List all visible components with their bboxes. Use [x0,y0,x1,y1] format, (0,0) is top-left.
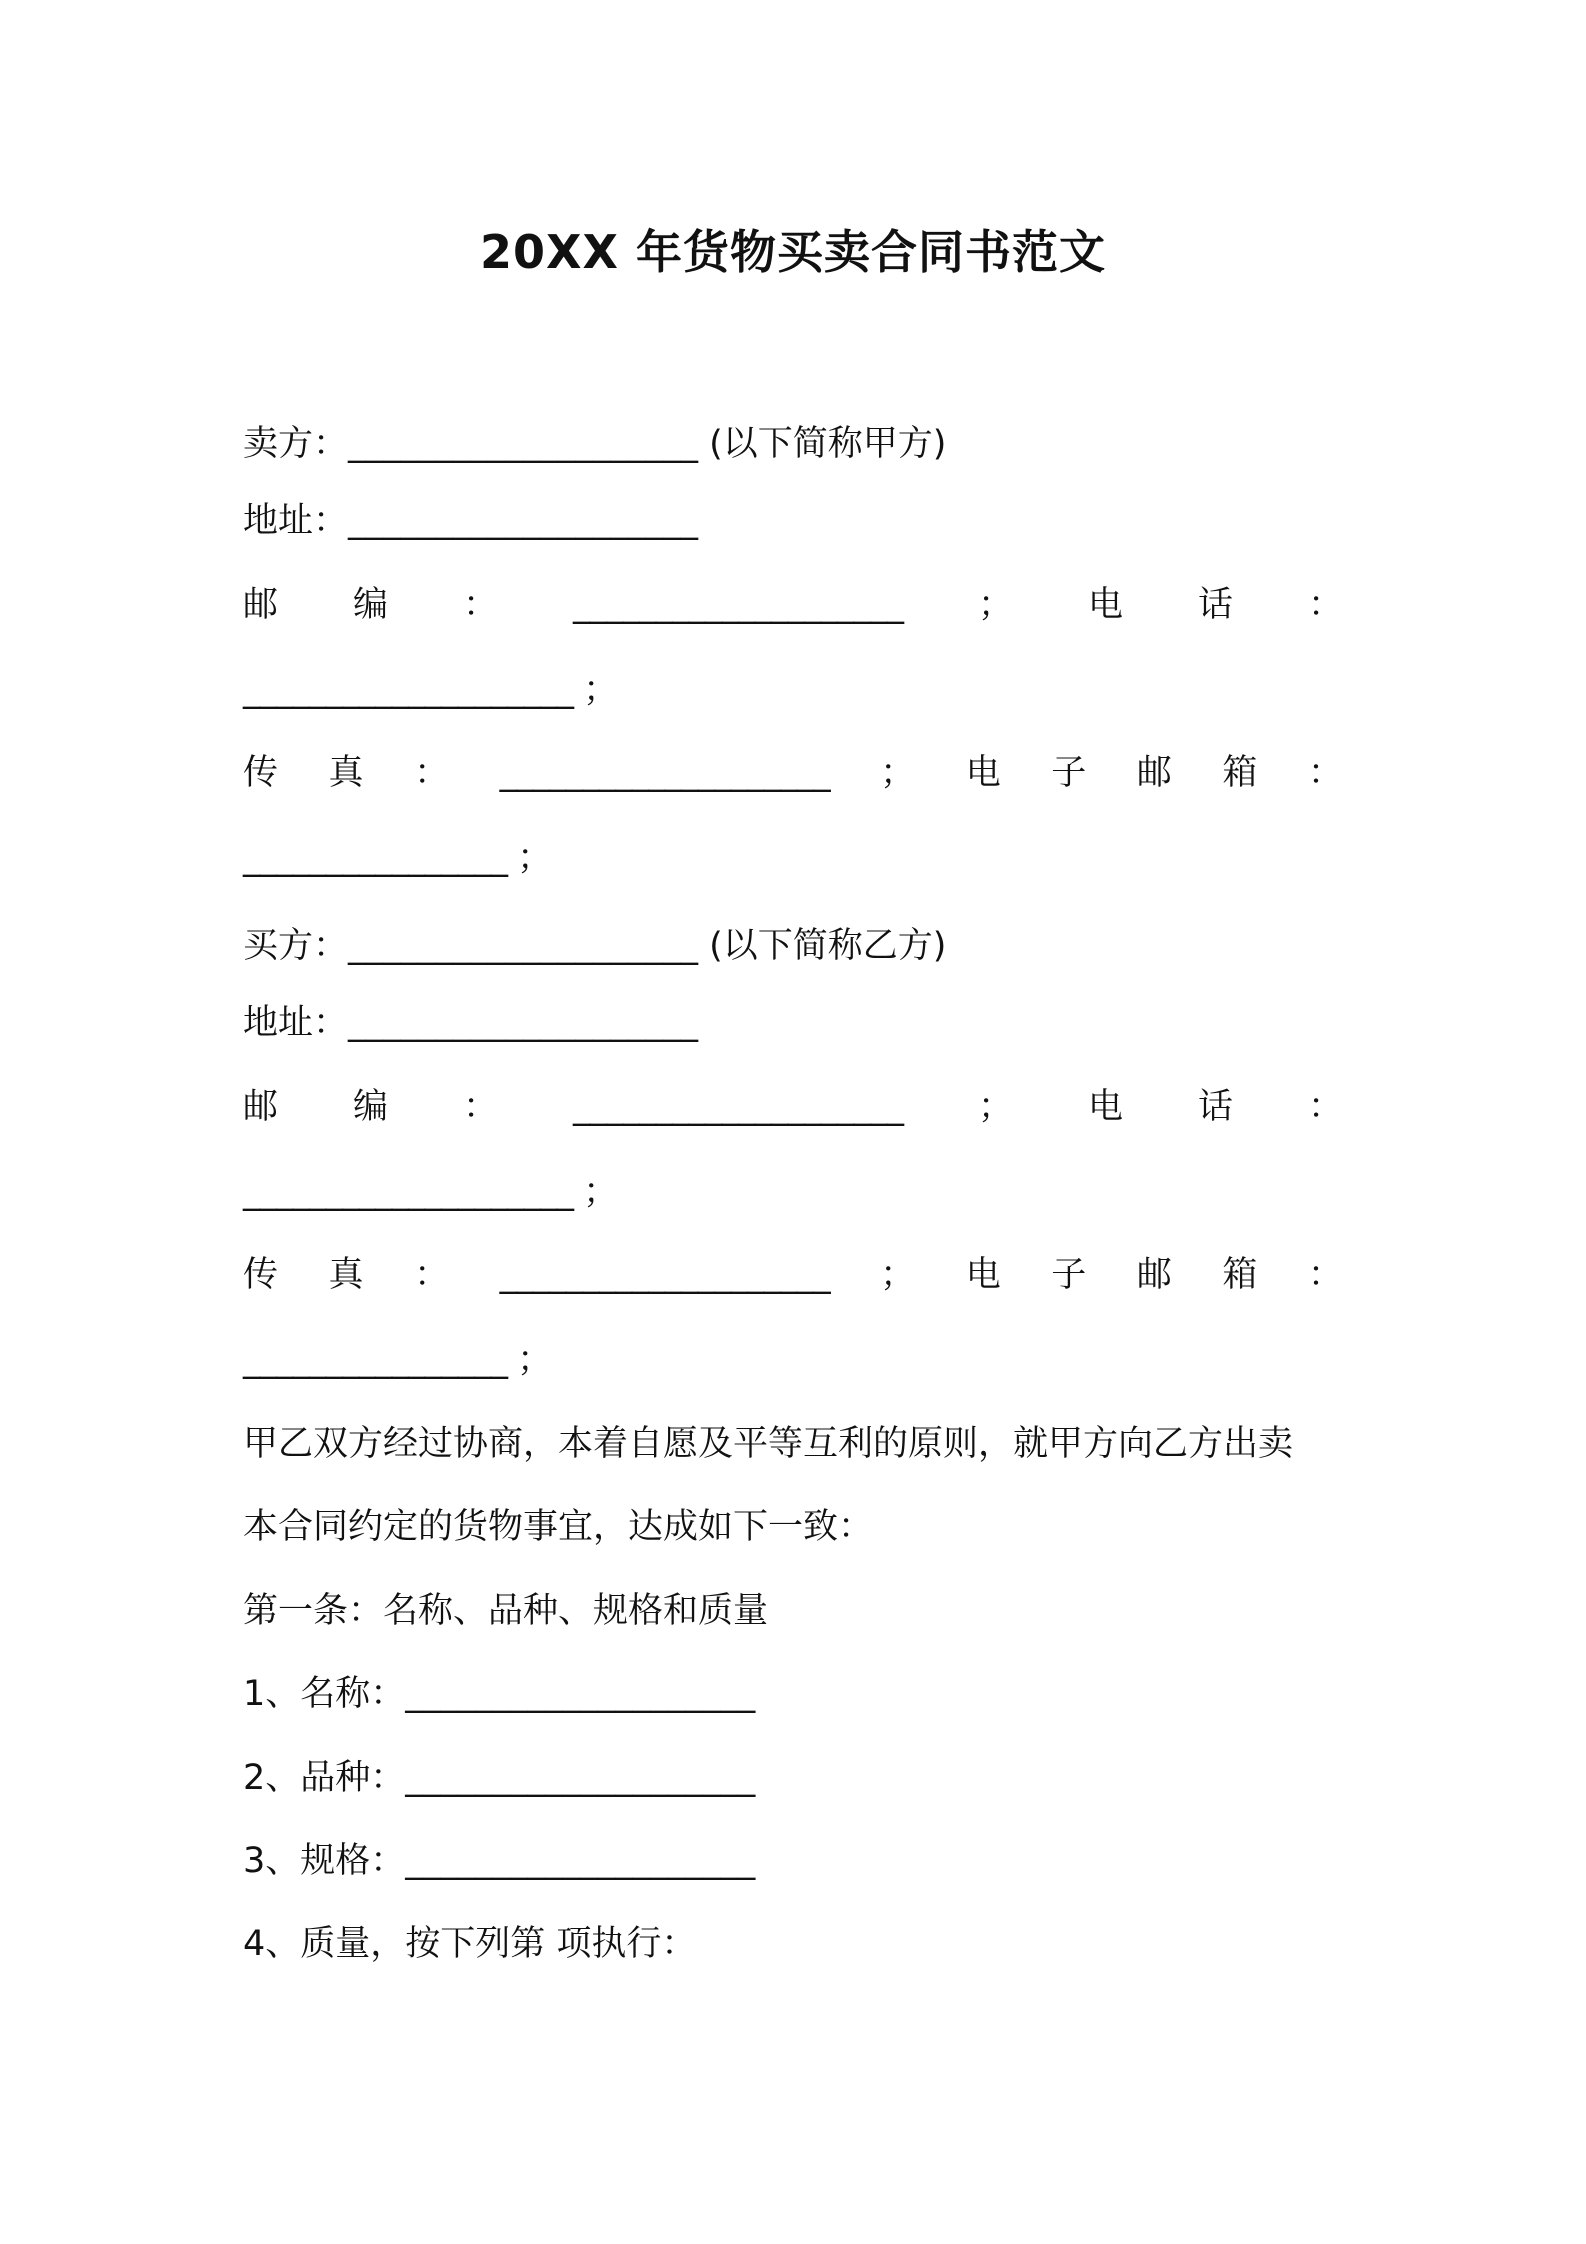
buyer-email-blank-line: ________________ ； [243,1340,552,1380]
seller-line: 卖方：____________________ (以下简称甲方) [243,424,947,464]
semicolon: ； [977,585,1013,625]
email-colon: ： [1307,1255,1343,1295]
fax-label-char: 真 [328,753,364,793]
fax-colon: ： [414,753,450,793]
fax-blank: ____________________ [499,753,830,793]
buyer-fax-email-row [243,1250,1343,1300]
article-1-heading: 第一条：名称、品种、规格和质量 [243,1591,769,1631]
semicolon: ； [880,1255,916,1295]
email-label-char: 电 [965,1255,1001,1295]
email-label-char: 子 [1051,1255,1087,1295]
email-colon: ： [1307,753,1343,793]
email-label-char: 邮 [1136,1255,1172,1295]
seller-phone-blank-line: ____________________ ； [243,670,618,710]
buyer-postcode-phone-row [243,1082,1343,1132]
buyer-phone-blank-line: ____________________ ； [243,1172,618,1212]
email-label-char: 邮 [1136,753,1172,793]
buyer-address-line: 地址：____________________ [243,1003,699,1043]
semicolon: ； [880,753,916,793]
item-name-line: 1、名称：____________________ [243,1674,756,1714]
email-label-char: 电 [965,753,1001,793]
phone-label-char: 话 [1197,585,1233,625]
email-label-char: 箱 [1222,1255,1258,1295]
seller-fax-email-row [243,748,1343,798]
phone-colon: ： [1307,585,1343,625]
intro-paragraph-line-2: 本合同约定的货物事宜，达成如下一致： [243,1507,874,1547]
fax-label-char: 传 [243,1255,279,1295]
postcode-blank: ____________________ [573,1087,903,1127]
phone-label-char: 话 [1197,1087,1233,1127]
fax-blank: ____________________ [499,1255,830,1295]
seller-email-blank-line: ________________ ； [243,838,552,878]
postcode-colon: ： [463,585,499,625]
postcode-label-char: 邮 [243,585,279,625]
item-quality-line: 4、质量，按下列第 项执行： [243,1924,697,1964]
item-spec-line: 3、规格：____________________ [243,1841,756,1881]
seller-address-line: 地址：____________________ [243,501,699,541]
semicolon: ； [977,1087,1013,1127]
fax-label-char: 真 [328,1255,364,1295]
phone-colon: ： [1307,1087,1343,1127]
document-title: 20XX 年货物买卖合同书范文 [480,225,1106,279]
email-label-char: 箱 [1222,753,1258,793]
item-variety-line: 2、品种：____________________ [243,1758,756,1798]
phone-label-char: 电 [1087,1087,1123,1127]
phone-label-char: 电 [1087,585,1123,625]
intro-paragraph-line-1: 甲乙双方经过协商，本着自愿及平等互利的原则，就甲方向乙方出卖 [243,1424,1294,1464]
postcode-blank: ____________________ [573,585,903,625]
postcode-colon: ： [463,1087,499,1127]
seller-postcode-phone-row [243,580,1343,630]
fax-colon: ： [414,1255,450,1295]
email-label-char: 子 [1051,753,1087,793]
postcode-label-char: 编 [353,1087,389,1127]
fax-label-char: 传 [243,753,279,793]
postcode-label-char: 编 [353,585,389,625]
buyer-line: 买方：____________________ (以下简称乙方) [243,926,947,966]
postcode-label-char: 邮 [243,1087,279,1127]
